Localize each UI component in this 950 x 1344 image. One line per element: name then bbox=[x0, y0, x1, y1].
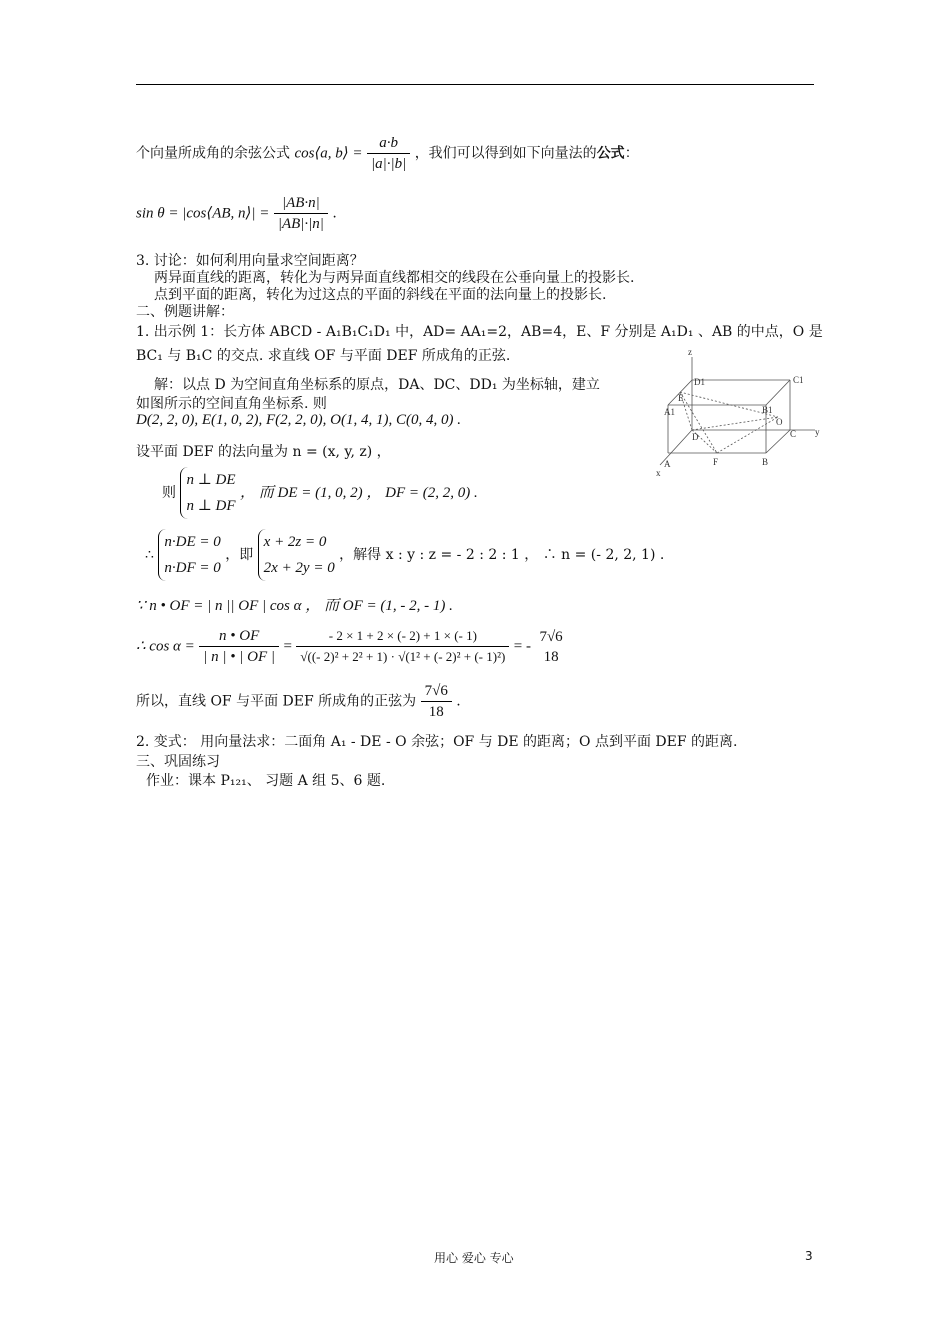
section-practice: 三、巩固练习 bbox=[136, 754, 220, 770]
system-perpendicular bbox=[180, 467, 235, 519]
fraction-numerator: a·b bbox=[367, 133, 410, 154]
condition-de: n ⊥ DE bbox=[186, 472, 236, 488]
equation-de: n·DE = 0 bbox=[164, 534, 221, 550]
example-1-statement: 1. 出示例 1：长方体 ABCD - A₁B₁C₁D₁ 中，AD= AA₁=2，AB=4，E、F 分别是 A₁D₁ 、AB 的中点，O 是 bbox=[136, 324, 823, 340]
header-rule bbox=[136, 84, 814, 85]
coordinates-line: D(2, 2, 0), E(1, 0, 2), F(2, 2, 0), O(1, 4, 1), C(0, 4, 0) . bbox=[136, 412, 461, 428]
label-x: x bbox=[656, 468, 661, 478]
fraction-cos bbox=[367, 133, 410, 174]
text-namely: ，即 bbox=[225, 547, 254, 563]
fraction-denominator: 18 bbox=[428, 704, 444, 720]
normal-vector-line: 设平面 DEF 的法向量为 n = (x, y, z) ， bbox=[136, 444, 391, 460]
system-dot-product bbox=[158, 529, 220, 581]
label-c1: C1 bbox=[793, 375, 804, 385]
fraction-answer bbox=[421, 681, 452, 722]
footer-slogan: 用心 爱心 专心 bbox=[434, 1251, 514, 1265]
label-o: O bbox=[776, 417, 783, 427]
therefore-symbol: ∴ bbox=[145, 547, 154, 563]
page-number: 3 bbox=[805, 1249, 813, 1263]
label-e: E bbox=[678, 393, 684, 403]
variant-line: 2. 变式： 用向量法求：二面角 A₁ - DE - O 余弦；OF 与 DE 的距离；O 点到平面 DEF 的距离. bbox=[136, 734, 738, 750]
system-linear bbox=[258, 529, 335, 581]
label-a1: A1 bbox=[664, 407, 675, 417]
fraction-denominator: |a|·|b| bbox=[370, 156, 407, 172]
perpendicular-conditions bbox=[162, 467, 478, 519]
equals-sign: = bbox=[283, 638, 292, 655]
conclusion-line bbox=[136, 681, 461, 722]
text-then: 则 bbox=[162, 485, 176, 501]
label-b: B bbox=[762, 457, 769, 467]
equation-1: x + 2z = 0 bbox=[263, 534, 327, 550]
label-c: C bbox=[790, 429, 797, 439]
homework-line: 作业：课本 P₁₂₁、 习题 A 组 5、6 题. bbox=[146, 773, 386, 789]
example-1-question: BC₁ 与 B₁C 的交点. 求直线 OF 与平面 DEF 所成角的正弦. bbox=[136, 348, 511, 364]
label-y: y bbox=[815, 427, 820, 437]
equation-2: 2x + 2y = 0 bbox=[263, 560, 335, 576]
cos-alpha-lhs: ∴ cos α = bbox=[136, 638, 195, 655]
text-continue: ，我们可以得到如下向量法的 bbox=[414, 145, 597, 162]
line-sin-formula bbox=[136, 193, 337, 234]
fraction-numerator: 7√6 bbox=[421, 681, 452, 702]
discussion-heading: 3. 讨论：如何利用向量求空间距离？ bbox=[136, 253, 364, 269]
discussion-skew-lines: 两异面直线的距离，转化为与两异面直线都相交的线段在公垂向量上的投影长. bbox=[154, 270, 635, 286]
label-d: D bbox=[692, 432, 699, 442]
text-colon: ： bbox=[624, 145, 639, 162]
vectors-de-df: ， 而 DE = (1, 0, 2) ， DF = (2, 2, 0) . bbox=[240, 485, 478, 501]
dot-product-system bbox=[145, 529, 664, 581]
section-examples: 二、例题讲解： bbox=[136, 304, 234, 320]
label-b1: B1 bbox=[762, 405, 773, 415]
label-z: z bbox=[688, 347, 692, 357]
fraction-cos-alpha bbox=[199, 626, 279, 667]
text-period: . bbox=[456, 693, 461, 710]
cos-alpha-computation bbox=[136, 626, 567, 667]
text-intro: 个向量所成角的余弦公式 bbox=[136, 145, 290, 162]
fraction-numeric bbox=[296, 626, 509, 667]
fraction-denominator: |AB|·|n| bbox=[277, 216, 324, 232]
label-f: F bbox=[713, 457, 719, 467]
fraction-numerator: 7√6 bbox=[539, 628, 563, 645]
solution-line-1: 解：以点 D 为空间直角坐标系的原点，DA、DC、DD₁ 为坐标轴，建立 bbox=[154, 377, 600, 393]
fraction-sin bbox=[274, 193, 328, 234]
fraction-denominator: | n | • | OF | bbox=[203, 649, 275, 665]
text-bold-formula: 公式 bbox=[596, 145, 625, 162]
solution-line-2: 如图所示的空间直角坐标系. 则 bbox=[136, 396, 327, 412]
equals-negative: = - bbox=[513, 638, 531, 655]
fraction-numerator: n • OF bbox=[199, 626, 279, 647]
condition-df: n ⊥ DF bbox=[186, 498, 236, 514]
fraction-denominator: √((- 2)² + 2² + 1) · √(1² + (- 2)² + (- 1)²) bbox=[300, 649, 506, 664]
line-cos-formula bbox=[136, 133, 639, 174]
label-a: A bbox=[664, 459, 671, 469]
conclusion-text: 所以，直线 OF 与平面 DEF 所成角的正弦为 bbox=[136, 693, 417, 710]
fraction-result bbox=[535, 627, 566, 667]
solution-normal: ，解得 x : y : z = - 2 : 2 : 1 ， ∴ n = (- 2, 2, 1) . bbox=[339, 547, 665, 563]
discussion-point-plane: 点到平面的距离，转化为过这点的平面的斜线在平面的法向量上的投影长. bbox=[154, 287, 607, 303]
math-sin: sin θ = |cos⟨AB, n⟩| = bbox=[136, 205, 270, 222]
label-d1: D1 bbox=[694, 377, 705, 387]
fraction-numerator: |AB·n| bbox=[274, 193, 328, 214]
fraction-numerator: - 2 × 1 + 2 × (- 2) + 1 × (- 1) bbox=[296, 626, 509, 647]
text-period: . bbox=[332, 205, 337, 222]
fraction-denominator: 18 bbox=[543, 648, 559, 665]
because-line: ∵ n • OF = | n || OF | cos α ， 而 OF = (1, - 2, - 1) . bbox=[136, 598, 453, 614]
math-cos: cos⟨a, b⟩ = bbox=[294, 145, 363, 162]
cuboid-figure bbox=[650, 345, 830, 480]
equation-df: n·DF = 0 bbox=[164, 560, 221, 576]
